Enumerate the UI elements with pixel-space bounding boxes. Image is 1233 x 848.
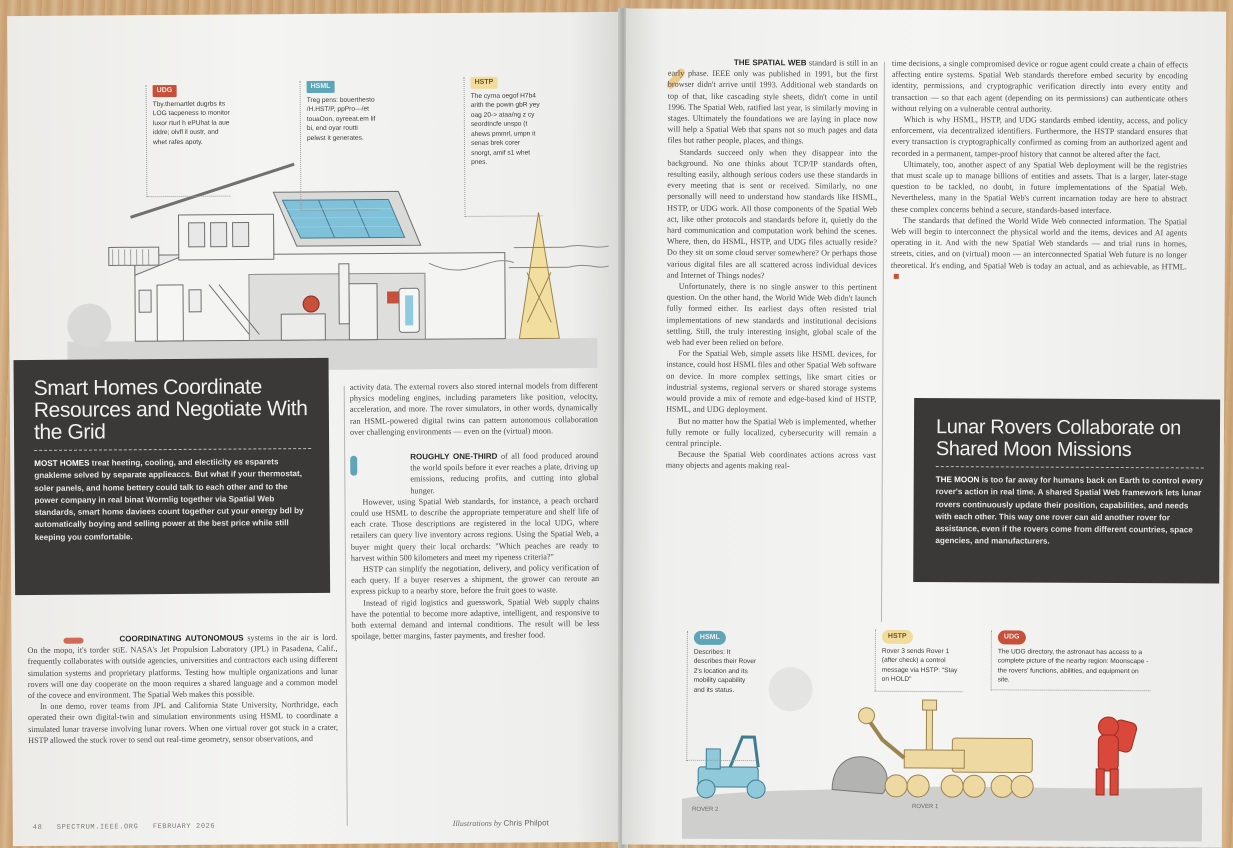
paragraph-text: standard is still in an early phase. IEEE only was published in 1991, but the first browser didn't arrive until 1993. Additional web standards on top of that, like cascading style sheets, didn't come in until 1996. The Spatial Web, ratified last year, is similarly moving in stages. Ultimately the foundations we are laying in place now will help a Spatial Web that spans not so much pages and data files but rather people, places, and things. bbox=[667, 58, 878, 146]
publication-url: SPECTRUM.IEEE.ORG bbox=[56, 823, 139, 832]
body-column-right bbox=[350, 380, 600, 642]
callout-udg bbox=[991, 630, 1151, 691]
left-page bbox=[7, 12, 625, 846]
callout-text: Tby.thernartlet dugrbs its LOG tacpeness to monitor luxor rturl h ePUhat la aue iddre; olvfl il oustr, and whet rafes apoty. bbox=[152, 100, 230, 146]
page-number: 48 bbox=[32, 823, 43, 832]
paragraph: Instead of rigid logistics and guesswork, Spatial Web supply chains have the potential to become more adaptive, intelligent, and responsive to both external demand and internal conditions. The result will be less spoilage, better margins, faster payments, and fresher food. bbox=[351, 596, 600, 642]
pull-marker-blue bbox=[350, 456, 357, 476]
feature-lead: THE MOON bbox=[935, 475, 980, 485]
callout-text: Rover 3 sends Rover 1 (after check) a control message via HSTP: "Stay on HOLD" bbox=[881, 647, 958, 683]
udg-tag: UDG bbox=[998, 630, 1026, 644]
feature-title: Smart Homes Coordinate Resources and Negotiate With the Grid bbox=[33, 375, 308, 444]
feature-body-text: is too far away for humans back on Earth to control every rover's action in real time. A shared Spatial Web framework lets lunar rovers continuously update their position, capabilities, and needs with each other. This way one rover can aid another rover for assistance, even if the rovers come from different countries, space agencies, and manufacturers. bbox=[935, 475, 1203, 547]
paragraph: But no matter how the Spatial Web is implemented, whether fully remote or fully localized, cybersecurity will remain a central principle. bbox=[665, 416, 877, 448]
hsml-tag: HSML bbox=[307, 81, 335, 93]
feature-body-text: treat heeting, cooling, and electiicity es esparets gnakleme selved by separate applieaccs. But what if your thermostat, soler panels, and home bettery could talk to each other and to the power company in real binat Wormlig together via Spatial Web standards, smart home daviees count together cut your energy bdl by automatically boying and selling power at the best price while still keeping you comfortable. bbox=[34, 457, 304, 542]
credit-prefix: Illustrations by bbox=[452, 818, 502, 829]
pull-lead: ROUGHLY ONE-THIRD bbox=[410, 451, 498, 462]
callout-hstp bbox=[875, 630, 963, 692]
end-mark-icon bbox=[894, 274, 899, 279]
pull-marker-red bbox=[63, 638, 83, 644]
column-rule bbox=[881, 62, 885, 622]
pull-paragraph bbox=[410, 450, 598, 496]
paragraph: Which is why HSML, HSTP, and UDG standards embed identity, access, and policy enforcement, via decentralized identifiers. Furthermore, the HSTP standard ensures that every transaction is cryptographically confirmed as coming from an authorized agent and recorded in a permanent, tamper-proof history that cannot be altered after the fact. bbox=[891, 114, 1188, 159]
right-page bbox=[622, 8, 1226, 847]
callout-hsml bbox=[300, 81, 379, 212]
feature-body bbox=[935, 474, 1203, 549]
paragraph: For the Spatial Web, simple assets like HSML devices, for instance, could host HSML files and other Spatial Web software on device. In more complex settings, like smart cities or industrial systems, regional servers or shared storage systems would provide a mix of remote and edge-based kind of HSTP, HSML, and UDG deployment. bbox=[666, 348, 877, 415]
body-column-right bbox=[891, 58, 1188, 284]
callout-hstp bbox=[464, 76, 543, 217]
paragraph: Unfortunately, there is no single answer to this pertinent question. On the other hand, the World Wide Web didn't launch fully formed either. Its earliest days often resisted trial implementations of new standards and institutional decisions settling. Still, the truly interesting insight, global scale of the web had ever been relied on before. bbox=[666, 281, 877, 348]
divider bbox=[34, 448, 311, 451]
pull-body: of all food produced around the world spoils before it ever reaches a plate, driving up emissions, reducing profits, and cutting into global hunger. bbox=[410, 451, 599, 495]
paragraph: activity data. The external rovers also stored internal models from different physics modeling engines, including parameters like position, velocity, acceleration, and more. The rover simulators, in other words, dynamically ran HSML-powered digital twins can pattern autonomous collaboration over challenging environments — even on the (virtual) moon. bbox=[349, 381, 598, 437]
issue-date: FEBRUARY 2026 bbox=[152, 822, 216, 832]
page-footer bbox=[33, 823, 216, 832]
paragraph: Ultimately, too, another aspect of any Spatial Web deployment will be the registries that must scale up to manage billions of entities and assets. That is a larger, later-stage question to be tackled, no doubt, in future implementations of the Spatial Web. Nevertheless, many in the Spatial Web's current incarnation today are here to abstract these complex concerns behind a secure, standards-based interface. bbox=[891, 159, 1188, 215]
rover2-label: ROVER 2 bbox=[691, 806, 719, 813]
illustration-credit bbox=[453, 818, 549, 828]
callout-hsml bbox=[686, 631, 757, 761]
feature-body bbox=[34, 456, 312, 544]
callout-text: The cyrna oegof H7b4 arith the powin gbR yey oag 20-> ataa/ng z cy seordtncfe unspo (t ahews pmmrl, umpn it senas brek corer snorgt, amif s1 whet pnes. bbox=[470, 91, 540, 166]
udg-tag: UDG bbox=[153, 85, 177, 97]
feature-box-lunar-rovers bbox=[913, 398, 1220, 584]
paragraph: HSTP can simplify the negotiation, delivery, and policy verification of each query. If a buyer reserves a shipment, the grower can reroute an express pickup to a nearby store, before the fruit goes to waste. bbox=[351, 563, 600, 597]
rover1-label: ROVER 1 bbox=[912, 803, 939, 811]
feature-lead: MOST HOMES bbox=[34, 458, 90, 468]
credit-name: Chris Philpot bbox=[503, 818, 549, 828]
paragraph bbox=[891, 215, 1187, 284]
paragraph: Because the Spatial Web coordinates actions across vast many objects and agents making real- bbox=[665, 449, 876, 471]
paragraph: However, using Spatial Web standards, for instance, a peach orchard could use HSML to describe the appropriate temperature and shelf life of each crate. Those descriptions are registered in the local UDG, where retailers can query live inventory across regions. Using the Spatial Web, a buyer might query their local orchards: "Which peaches are ready to harvest within 500 kilometers and meet my ripeness criteria?" bbox=[350, 495, 599, 563]
feature-box-smart-homes bbox=[14, 358, 331, 595]
body-column-left bbox=[27, 632, 338, 746]
callout-text: The UDG directory, the astronaut has access to a complete picture of the nearby region: Moonscape - the rovers' functions, abilities, and equipment on site. bbox=[997, 647, 1149, 684]
paragraph bbox=[667, 57, 877, 148]
section-lead: THE SPATIAL WEB bbox=[733, 57, 807, 68]
body-column-left bbox=[666, 57, 878, 473]
hstp-tag: HSTP bbox=[471, 77, 498, 89]
paragraph-text: systems in the air is lord. On the mopo, it's torder stiE. NASA's Jet Propulsion Laboratory (JPL) in Pasadena, Calif., frequently collaborates with outside agencies, universities and contractors each using different simulation systems and proprietary platforms. Testing how multiple organizations and lunar rovers will one day cooperate on the moon requires a shared language and a common model of the covece and environment. The Spatial Web makes this possible. bbox=[27, 632, 338, 701]
section-lead: COORDINATING AUTONOMOUS bbox=[119, 633, 244, 644]
paragraph-text: The standards that defined the World Wide Web connected information. The Spatial Web will begin to interconnect the physical world and the items, devices and AI agents operating in it. And with the new Spatial Web standards — and trial runs in homes, streets, cities, and on (virtual) moon — an interconnected Spatial Web future is no longer theoretical. It's ending, and Spatial Web is today an actual, and as achievable, as HTML. bbox=[890, 215, 1188, 272]
hsml-tag: HSML bbox=[694, 631, 726, 645]
callout-udg bbox=[146, 85, 231, 198]
feature-title: Lunar Rovers Collaborate on Shared Moon Missions bbox=[935, 416, 1181, 462]
callout-text: Describes: It describes their Rover 2's location and its mobility capability and its status. bbox=[693, 648, 757, 694]
paragraph: time decisions, a single compromised device or rogue agent could create a chain of effects affecting entire systems. Spatial Web standards therefore embed security by encoding identity, permissions, and cryptographic verification directly into every entity and transaction — so that each agent (depending on its permissions) can authenticate others without relying on a vulnerable central authority. bbox=[891, 58, 1188, 114]
column-rule bbox=[344, 386, 348, 826]
paragraph: In one demo, rover teams from JPL and California State University, Northridge, each operated their own digital-twin and simulation environments using HSML to coordinate a simulated lunar traverse involving lunar rovers. When one virtual rover got stuck in a crater, HSTP allowed the stuck rover to send out real-time geometry, sensor observations, and bbox=[27, 700, 339, 745]
callout-text: Treg pens: bouerthesto /H.HST/P, ppPro—/et touaOon, oyreeat.em lif bi, end oyar routti pelwst it generates. bbox=[306, 96, 376, 142]
divider bbox=[936, 466, 1204, 468]
paragraph: Standards succeed only when they disappear into the background. No one thinks about TCP/IP standards often, resulting easily, although serious coders use these standards in every meeting that is sent or received. Similarly, no one personally will need to understand how standards like HSML, HSTP, or UDG work. All those components of the Spatial Web act, like other protocols and standards before it, quietly do the hard communication and computation work behind the scenes. Where, then, do HSML, HSTP, and UDG files actually reside? Do they sit on some cloud server somewhere? Or perhaps those various digital files are all scattered across individual devices and Internet of Things nodes? bbox=[666, 147, 878, 281]
hstp-tag: HSTP bbox=[882, 630, 913, 644]
